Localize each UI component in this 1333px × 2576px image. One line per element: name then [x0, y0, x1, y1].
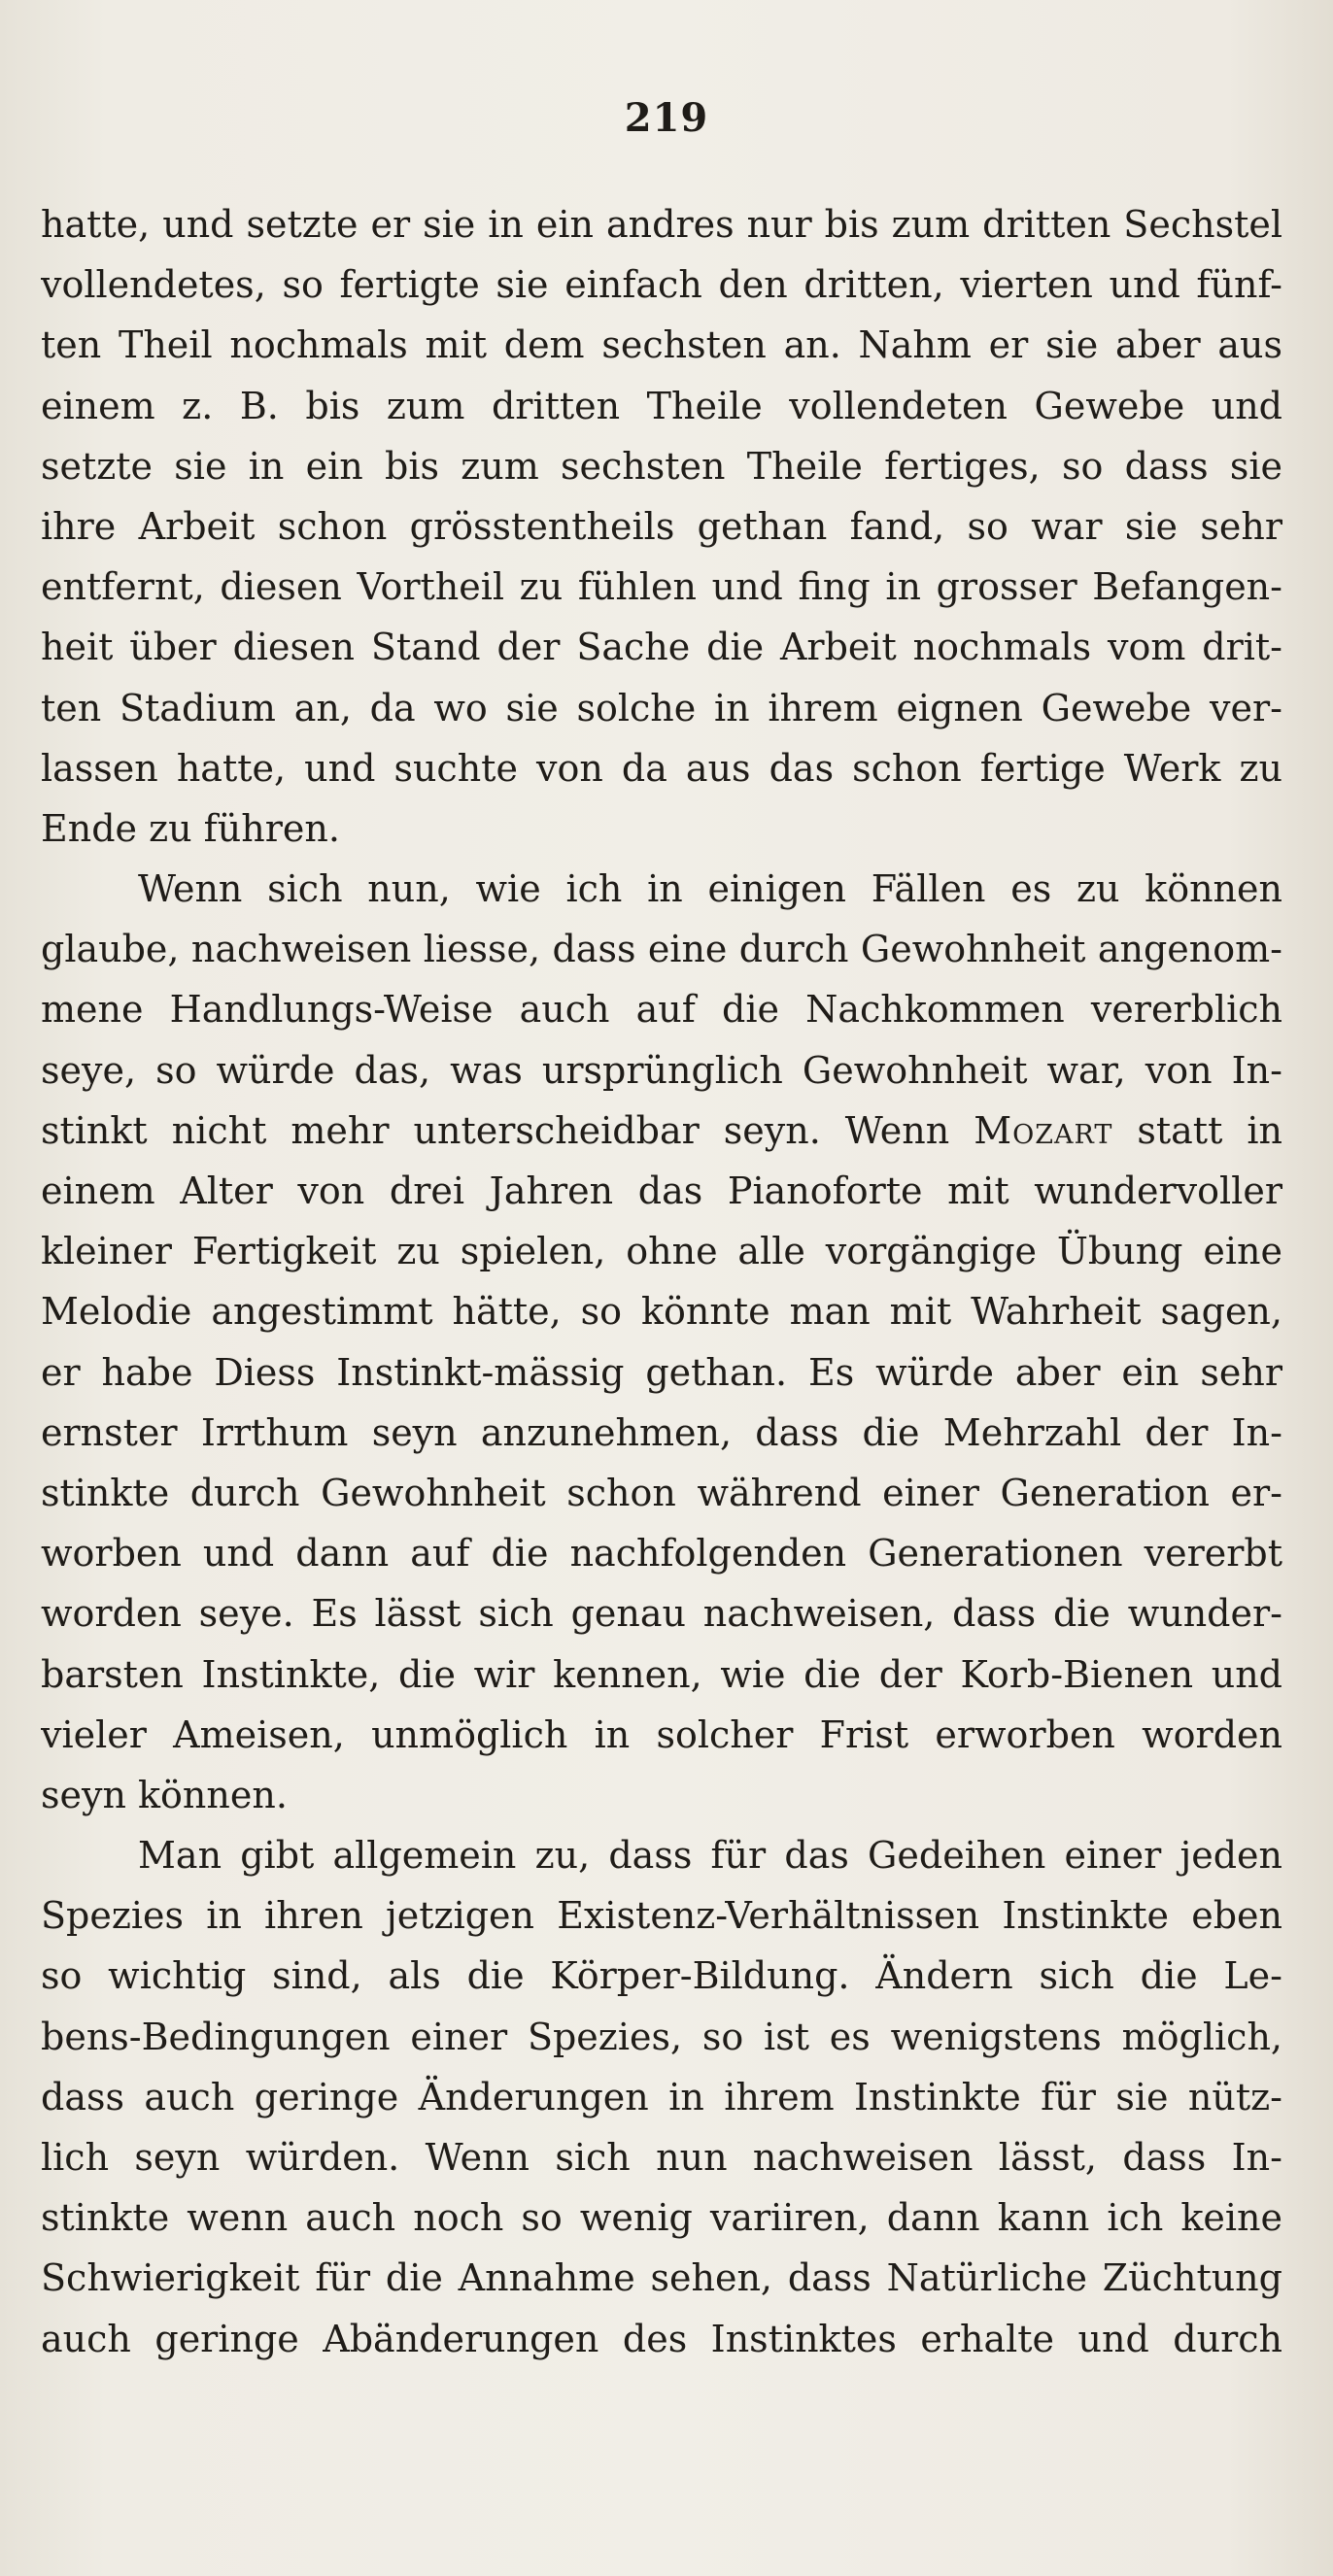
text-line: kleiner Fertigkeit zu spielen, ohne alle vorgängige Übung eine: [41, 1230, 1282, 1273]
text-line: Spezies in ihren jetzigen Existenz-Verhältnissen Instinkte eben: [41, 1894, 1282, 1938]
text-line: setzte sie in ein bis zum sechsten Theile fertiges, so dass sie: [41, 444, 1282, 488]
text-line: stinkte durch Gewohnheit schon während einer Generation er-: [41, 1471, 1282, 1514]
paragraph-1: [41, 194, 1282, 859]
text-line: Melodie angestimmt hätte, so könnte man mit Wahrheit sagen,: [41, 1290, 1282, 1334]
text-line: glaube, nachweisen liesse, dass eine durch Gewohnheit angenom-: [41, 928, 1282, 971]
text-line: entfernt, diesen Vortheil zu fühlen und fing in grosser Befangen-: [41, 565, 1282, 609]
text-line: Wenn sich nun, wie ich in einigen Fällen es zu können: [138, 867, 1282, 911]
text-line: bens-Bedingungen einer Spezies, so ist es wenigstens möglich,: [41, 2015, 1282, 2058]
text-line: hatte, und setzte er sie in ein andres nur bis zum dritten Sechstel: [41, 203, 1282, 246]
author-name: Mozart: [974, 1108, 1113, 1152]
text-line: ihre Arbeit schon grösstentheils gethan fand, so war sie sehr: [41, 504, 1282, 548]
body-text: [41, 194, 1282, 2369]
text-line: heit über diesen Stand der Sache die Arbeit nochmals vom drit-: [41, 626, 1282, 669]
text-line: mene Handlungs-Weise auch auf die Nachkommen vererblich: [41, 988, 1282, 1032]
text-line: einem Alter von drei Jahren das Pianoforte mit wundervoller: [41, 1169, 1282, 1212]
page-number: 219: [624, 95, 709, 141]
text-line: worden seye. Es lässt sich genau nachweisen, dass die wunder-: [41, 1592, 1282, 1636]
text-line: vieler Ameisen, unmöglich in solcher Frist erworben worden: [41, 1712, 1282, 1756]
text-line: barsten Instinkte, die wir kennen, wie die der Korb-Bienen und: [41, 1652, 1282, 1696]
text-line: lich seyn würden. Wenn sich nun nachweisen lässt, dass In-: [41, 2136, 1282, 2179]
text-line: dass auch geringe Änderungen in ihrem Instinkte für sie nütz-: [41, 2075, 1282, 2118]
text-line: seyn können.: [41, 1773, 288, 1816]
text-line: ten Stadium an, da wo sie solche in ihrem eignen Gewebe ver-: [41, 686, 1282, 729]
text-line: ernster Irrthum seyn anzunehmen, dass die Mehrzahl der In-: [41, 1410, 1282, 1454]
text-line: lassen hatte, und suchte von da aus das schon fertige Werk zu: [41, 746, 1282, 790]
text-line: stinkte wenn auch noch so wenig variiren, dann kann ich keine: [41, 2196, 1282, 2240]
text-line: er habe Diess Instinkt-mässig gethan. Es würde aber ein sehr: [41, 1350, 1282, 1394]
text-line: worben und dann auf die nachfolgenden Generationen vererbt: [41, 1532, 1282, 1576]
paragraph-2: [41, 859, 1282, 1825]
text-line: auch geringe Abänderungen des Instinktes erhalte und durch: [41, 2317, 1282, 2360]
text-line: so wichtig sind, als die Körper-Bildung. Ändern sich die Le-: [41, 1954, 1282, 1998]
text-line: Man gibt allgemein zu, dass für das Gedeihen einer jeden: [138, 1834, 1282, 1878]
text-line: Schwierigkeit für die Annahme sehen, dass Natürliche Züchtung: [41, 2256, 1282, 2300]
text-line: vollendetes, so fertigte sie einfach den dritten, vierten und fünf-: [41, 263, 1282, 307]
text-line: stinkt nicht mehr unterscheidbar seyn. Wenn Mozart statt in: [41, 1108, 1282, 1152]
text-line: einem z. B. bis zum dritten Theile vollendeten Gewebe und: [41, 384, 1282, 427]
text-line: Ende zu führen.: [41, 806, 340, 850]
text-line: seye, so würde das, was ursprünglich Gewohnheit war, von In-: [41, 1048, 1282, 1092]
paragraph-3: [41, 1825, 1282, 2369]
text-line: ten Theil nochmals mit dem sechsten an. Nahm er sie aber aus: [41, 323, 1282, 367]
